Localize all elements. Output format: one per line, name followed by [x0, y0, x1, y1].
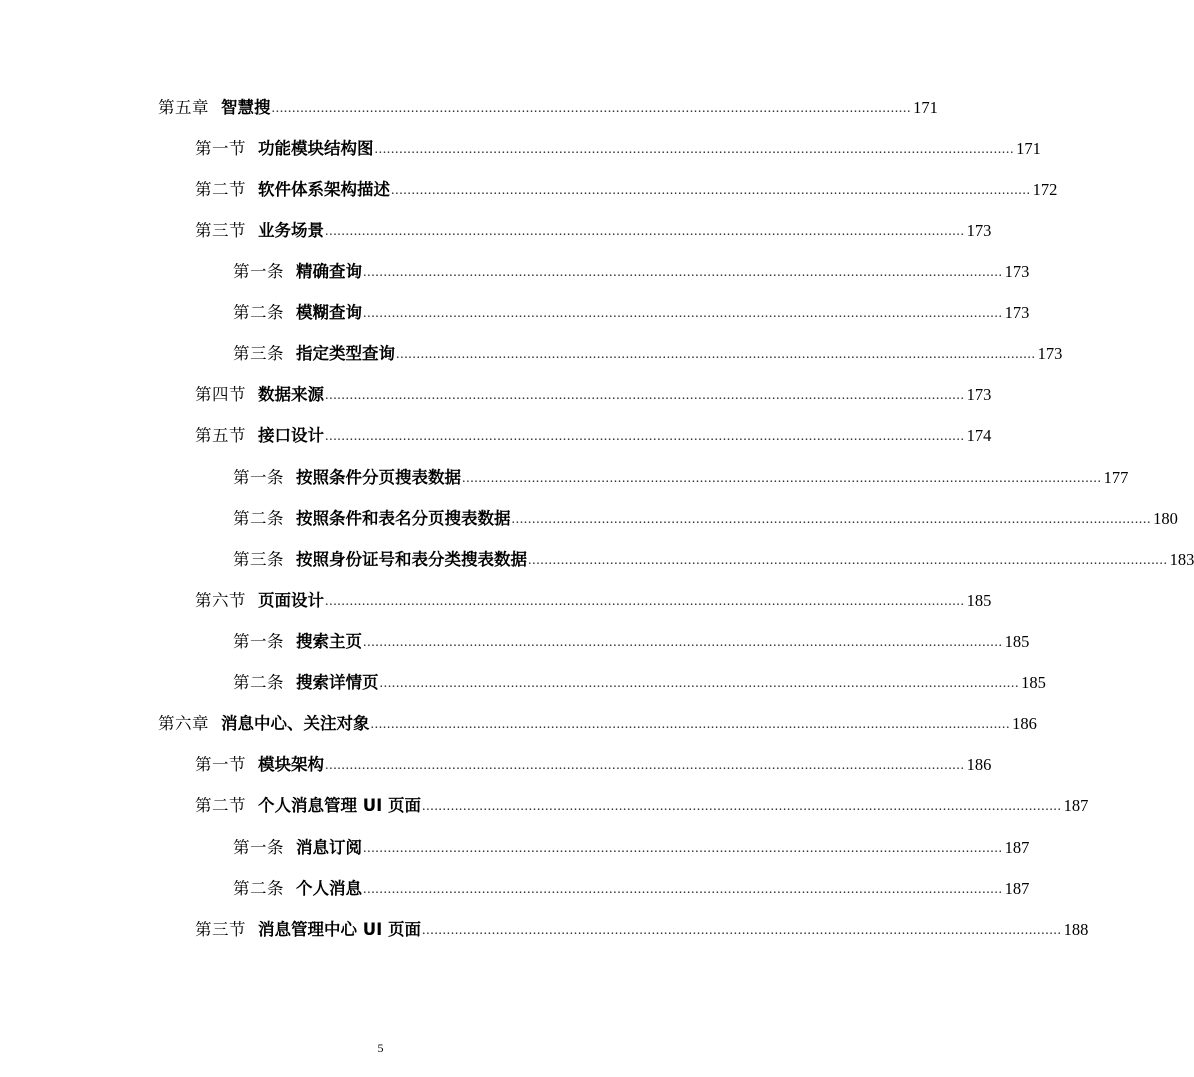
toc-entry-page: 188 [1063, 920, 1089, 939]
toc-entry-number: 第二条 [233, 673, 284, 692]
toc-entry-title: 指定类型查询 [296, 344, 395, 363]
dot-leader: ............................................................................................................................................................ [363, 882, 1003, 897]
toc-entry-page: 173 [1004, 262, 1030, 281]
toc-entry-page: 174 [966, 426, 992, 445]
toc-entry-number: 第六节 [195, 591, 246, 610]
toc-entry-title: 业务场景 [258, 221, 324, 240]
toc-entry-page: 187 [1004, 879, 1030, 898]
toc-entry-page: 177 [1103, 468, 1129, 487]
toc-entry-title: 功能模块结构图 [258, 139, 374, 158]
toc-entry-page: 173 [1004, 303, 1030, 322]
toc-entry-title: 搜索详情页 [296, 673, 379, 692]
toc-entry-article[interactable] [233, 501, 1178, 529]
toc-entry-chapter[interactable] [158, 90, 938, 118]
dot-leader: ............................................................................................................................................................ [528, 553, 1168, 568]
toc-entry-number: 第二条 [233, 303, 284, 322]
toc-entry-article[interactable] [233, 624, 1030, 652]
toc-entry-number: 第五节 [195, 426, 246, 445]
dot-leader: ............................................................................................................................................................ [374, 142, 1015, 157]
toc-entry-number: 第一节 [195, 139, 246, 158]
toc-entry-section[interactable] [195, 172, 1058, 200]
toc-entry-title: 搜索主页 [296, 632, 362, 651]
dot-leader: ............................................................................................................................................................ [325, 758, 965, 773]
toc-entry-article[interactable] [233, 665, 1046, 693]
toc-entry-article[interactable] [233, 542, 1194, 570]
dot-leader: ............................................................................................................................................................ [462, 471, 1102, 486]
table-of-contents [0, 90, 1194, 970]
dot-leader: ............................................................................................................................................................ [391, 183, 1031, 198]
dot-leader: ............................................................................................................................................................ [325, 429, 965, 444]
toc-entry-chapter[interactable] [158, 706, 1037, 734]
toc-entry-page: 183 [1169, 550, 1194, 569]
toc-entry-title: 个人消息 [296, 879, 362, 898]
toc-entry-number: 第三节 [195, 920, 246, 939]
toc-entry-title: 消息订阅 [296, 838, 362, 857]
dot-leader: ............................................................................................................................................................ [396, 347, 1036, 362]
toc-entry-page: 186 [1012, 714, 1037, 733]
toc-entry-title: 智慧搜 [221, 98, 271, 117]
toc-entry-page: 187 [1063, 796, 1089, 815]
toc-entry-title: 个人消息管理 UI 页面 [258, 796, 422, 815]
toc-entry-section[interactable] [195, 788, 1089, 816]
toc-entry-title: 接口设计 [258, 426, 324, 445]
toc-entry-title: 精确查询 [296, 262, 362, 281]
dot-leader: ............................................................................................................................................................ [363, 635, 1003, 650]
toc-entry-page: 173 [966, 221, 992, 240]
toc-entry-number: 第二节 [195, 180, 246, 199]
toc-entry-page: 171 [913, 98, 938, 117]
toc-entry-section[interactable] [195, 131, 1041, 159]
toc-entry-number: 第一节 [195, 755, 246, 774]
toc-entry-title: 页面设计 [258, 591, 324, 610]
toc-entry-title: 模糊查询 [296, 303, 362, 322]
page-number: 5 [377, 1041, 384, 1055]
dot-leader: ............................................................................................................................................................ [325, 388, 965, 403]
toc-entry-number: 第三节 [195, 221, 246, 240]
dot-leader: ............................................................................................................................................................ [370, 717, 1011, 732]
toc-entry-page: 173 [1037, 344, 1063, 363]
toc-entry-section[interactable] [195, 747, 992, 775]
toc-entry-page: 185 [1021, 673, 1046, 692]
toc-entry-title: 按照条件和表名分页搜表数据 [296, 509, 511, 528]
toc-entry-page: 171 [1016, 139, 1041, 158]
toc-entry-page: 172 [1032, 180, 1058, 199]
dot-leader: ............................................................................................................................................................ [271, 101, 912, 116]
toc-entry-article[interactable] [233, 295, 1030, 323]
dot-leader: ............................................................................................................................................................ [363, 841, 1003, 856]
toc-entry-article[interactable] [233, 830, 1030, 858]
toc-entry-article[interactable] [233, 254, 1030, 282]
dot-leader: ............................................................................................................................................................ [422, 799, 1062, 814]
toc-entry-number: 第二节 [195, 796, 246, 815]
toc-entry-number: 第四节 [195, 385, 246, 404]
dot-leader: ............................................................................................................................................................ [511, 512, 1152, 527]
toc-entry-article[interactable] [233, 336, 1063, 364]
toc-entry-page: 180 [1153, 509, 1178, 528]
toc-entry-title: 数据来源 [258, 385, 324, 404]
dot-leader: ............................................................................................................................................................ [325, 594, 965, 609]
toc-entry-number: 第五章 [158, 98, 209, 117]
toc-entry-page: 186 [966, 755, 992, 774]
toc-entry-title: 消息中心、关注对象 [221, 714, 370, 733]
toc-entry-title: 模块架构 [258, 755, 324, 774]
toc-entry-article[interactable] [233, 871, 1030, 899]
toc-entry-number: 第一条 [233, 632, 284, 651]
dot-leader: ............................................................................................................................................................ [422, 923, 1062, 938]
toc-entry-page: 173 [966, 385, 992, 404]
dot-leader: ............................................................................................................................................................ [325, 224, 965, 239]
toc-entry-number: 第三条 [233, 344, 284, 363]
toc-entry-number: 第六章 [158, 714, 209, 733]
toc-entry-number: 第一条 [233, 468, 284, 487]
toc-entry-page: 187 [1004, 838, 1030, 857]
toc-entry-section[interactable] [195, 213, 992, 241]
toc-entry-title: 软件体系架构描述 [258, 180, 390, 199]
toc-entry-title: 按照身份证号和表分类搜表数据 [296, 550, 527, 569]
toc-entry-title: 消息管理中心 UI 页面 [258, 920, 422, 939]
toc-entry-article[interactable] [233, 460, 1129, 488]
dot-leader: ............................................................................................................................................................ [379, 676, 1020, 691]
dot-leader: ............................................................................................................................................................ [363, 306, 1003, 321]
dot-leader: ............................................................................................................................................................ [363, 265, 1003, 280]
toc-entry-number: 第三条 [233, 550, 284, 569]
toc-entry-number: 第一条 [233, 838, 284, 857]
toc-entry-page: 185 [1004, 632, 1030, 651]
toc-entry-number: 第一条 [233, 262, 284, 281]
toc-entry-section[interactable] [195, 418, 992, 446]
toc-entry-number: 第二条 [233, 509, 284, 528]
toc-entry-section[interactable] [195, 377, 992, 405]
toc-entry-section[interactable] [195, 912, 1089, 940]
toc-entry-number: 第二条 [233, 879, 284, 898]
toc-entry-title: 按照条件分页搜表数据 [296, 468, 461, 487]
toc-entry-section[interactable] [195, 583, 992, 611]
toc-entry-page: 185 [966, 591, 992, 610]
